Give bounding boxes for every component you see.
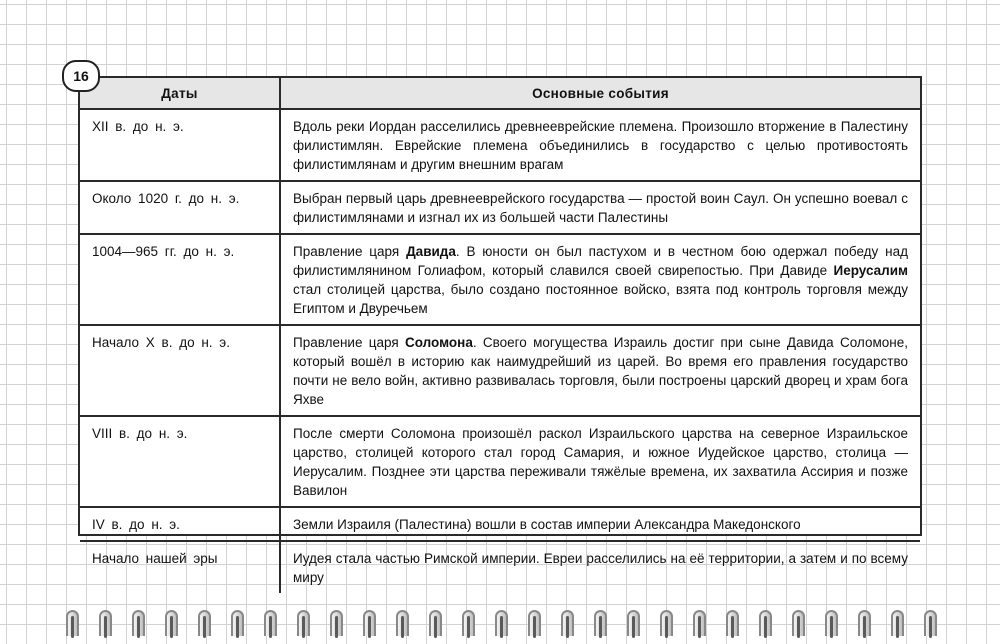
event-bold-name: Соломона: [404, 335, 473, 350]
binding-ring-icon: [726, 610, 739, 636]
binding-ring-icon: [297, 610, 310, 636]
header-events: Основные события: [280, 78, 920, 109]
header-dates: Даты: [80, 78, 280, 109]
row-date: Начало нашей эры: [80, 541, 280, 593]
binding-ring-icon: [462, 610, 475, 636]
binding-ring-icon: [264, 610, 277, 636]
binding-ring-icon: [627, 610, 640, 636]
row-event: Земли Израиля (Палестина) вошли в состав империи Александра Македонского: [280, 507, 920, 541]
binding-ring-icon: [66, 610, 79, 636]
binding-ring-icon: [825, 610, 838, 636]
table-row: [80, 507, 920, 541]
binding-ring-icon: [594, 610, 607, 636]
binding-ring-icon: [495, 610, 508, 636]
table-row: [80, 541, 920, 593]
binding-ring-icon: [198, 610, 211, 636]
event-text: стал столицей царства, было создано постоянное войско, взята под контроль торговля между Египтом и Двуречьем: [293, 282, 908, 316]
row-date: Начало X в. до н. э.: [80, 325, 280, 416]
table-header-row: [80, 78, 920, 109]
row-date: VIII в. до н. э.: [80, 416, 280, 507]
row-date: Около 1020 г. до н. э.: [80, 181, 280, 234]
row-event: После смерти Соломона произошёл раскол Израильского царства на северное Израильское царство, столицей которого стал город Самария, и южное Иудейское царство, столица — Иерусалим. Позднее эти царства переживали тяжёлые времена, их захватила Ассирия и позже Вавилон: [280, 416, 920, 507]
binding-ring-icon: [693, 610, 706, 636]
binding-ring-icon: [660, 610, 673, 636]
binding-ring-icon: [561, 610, 574, 636]
event-text: . В юности он был пастухом и в честном бою одержал победу над филистимлянином Голиафом, который славился своей свирепостью. При Давиде: [293, 244, 908, 278]
event-bold-name: Давида: [406, 244, 456, 259]
binding-ring-icon: [858, 610, 871, 636]
row-event: Иудея стала частью Римской империи. Евреи расселились на её территории, а затем и по всему миру: [280, 541, 920, 593]
row-date: XII в. до н. э.: [80, 109, 280, 181]
binding-ring-icon: [99, 610, 112, 636]
event-text: Правление царя: [293, 335, 405, 350]
binding-ring-icon: [132, 610, 145, 636]
event-text: . Своего могущества Израиль достиг при сыне Давида Соломоне, который вошёл в историю как наимудрейший из царей. Во время его правления государство почти не вело войн, активно развивалась торговля, были построены царский дворец и храм бога Яхве: [293, 335, 908, 407]
spiral-binding: [0, 606, 1000, 644]
page-number: 16: [62, 60, 100, 92]
binding-ring-icon: [891, 610, 904, 636]
event-text: Правление царя: [293, 244, 407, 259]
row-event: [280, 325, 920, 416]
binding-ring-icon: [759, 610, 772, 636]
table-row: [80, 109, 920, 181]
table-row: [80, 416, 920, 507]
binding-ring-icon: [165, 610, 178, 636]
binding-ring-icon: [924, 610, 937, 636]
binding-ring-icon: [231, 610, 244, 636]
row-date: 1004—965 гг. до н. э.: [80, 234, 280, 325]
row-event: Выбран первый царь древнееврейского государства — простой воин Саул. Он успешно воевал с филистимлянами и изгнал их из большей части Палестины: [280, 181, 920, 234]
binding-ring-icon: [792, 610, 805, 636]
binding-ring-icon: [429, 610, 442, 636]
binding-ring-icon: [528, 610, 541, 636]
history-table: [78, 76, 922, 585]
table-row: [80, 234, 920, 325]
event-bold-name: Иерусалим: [833, 263, 908, 278]
table-row: [80, 181, 920, 234]
binding-ring-icon: [363, 610, 376, 636]
table-row: [80, 325, 920, 416]
row-event: [280, 234, 920, 325]
row-event: Вдоль реки Иордан расселились древнееврейские племена. Произошло вторжение в Палестину филистимлян. Еврейские племена объединились в государство с целью противостоять филистимлянам и другим внешним врагам: [293, 119, 908, 172]
binding-ring-icon: [396, 610, 409, 636]
binding-ring-icon: [330, 610, 343, 636]
row-date: IV в. до н. э.: [80, 507, 280, 541]
